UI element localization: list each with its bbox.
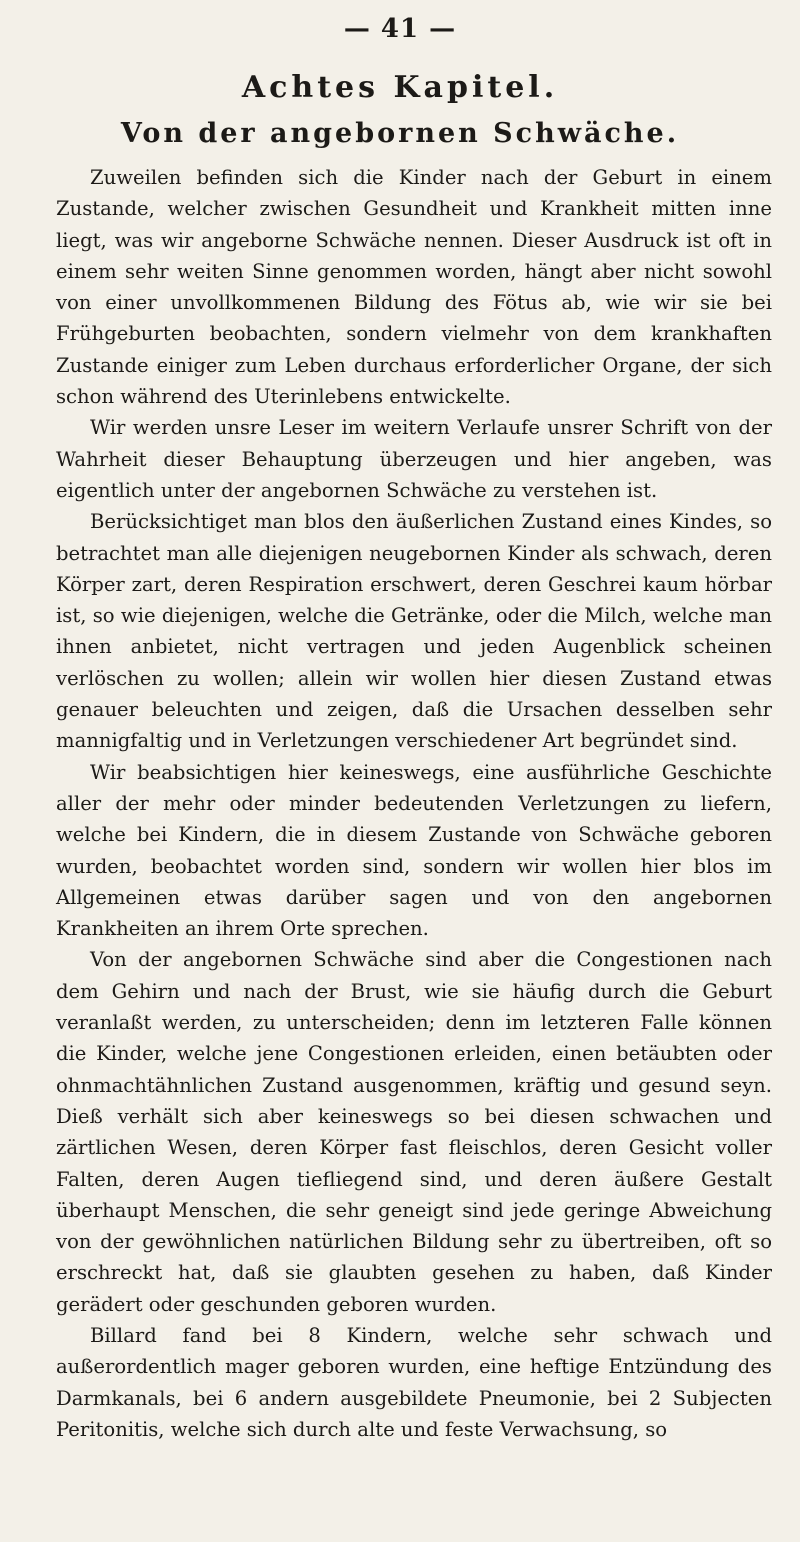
paragraph: Von der angebornen Schwäche sind aber die Congestionen nach dem Gehirn und nach der Brust, wie sie häufig durch die Geburt veranlaßt werden, zu unterscheiden; denn im letzteren Falle können die Kinder, welche jene Congestionen erleiden, einen betäubten oder ohnmachtähnlichen Zustand ausgenommen, kräftig und gesund seyn. Dieß verhält sich aber keineswegs so bei diesen schwachen und zärtlichen Wesen, deren Körper fast fleischlos, deren Gesicht voller Falten, deren Augen tiefliegend sind, und deren äußere Gestalt überhaupt Menschen, die sehr geneigt sind jede geringe Abweichung von der gewöhnlichen natürlichen Bildung sehr zu übertreiben, oft so erschreckt hat, daß sie glaubten gesehen zu haben, daß Kinder gerädert oder geschunden geboren wurden. <box>56 948 772 1316</box>
paragraph: Wir beabsichtigen hier keineswegs, eine ausführliche Geschichte aller der mehr oder minder bedeutenden Verletzungen zu liefern, welche bei Kindern, die in diesem Zustande von Schwäche geboren wurden, beobachtet worden sind, sondern wir wollen hier blos im Allgemeinen etwas darüber sagen und von den angebornen Krankheiten an ihrem Orte sprechen. <box>56 760 772 941</box>
paragraph: Wir werden unsre Leser im weitern Verlaufe unsrer Schrift von der Wahrheit dieser Behauptung überzeugen und hier angeben, was eigentlich unter der angebornen Schwäche zu verstehen ist. <box>56 416 772 502</box>
body-text <box>56 162 772 1445</box>
page-number: — 41 — <box>343 14 457 44</box>
chapter-title: Achtes Kapitel. <box>241 70 559 105</box>
paragraph: Berücksichtiget man blos den äußerlichen Zustand eines Kindes, so betrachtet man alle diejenigen neugebornen Kinder als schwach, deren Körper zart, deren Respiration erschwert, deren Geschrei kaum hörbar ist, so wie diejenigen, welche die Getränke, oder die Milch, welche man ihnen anbietet, nicht vertragen und jeden Augenblick scheinen verlöschen zu wollen; allein wir wollen hier diesen Zustand etwas genauer beleuchten und zeigen, daß die Ursachen desselben sehr mannigfaltig und in Verletzungen verschiedener Art begründet sind. <box>56 510 772 753</box>
paragraph: Zuweilen befinden sich die Kinder nach der Geburt in einem Zustande, welcher zwischen Gesundheit und Krankheit mitten inne liegt, was wir angeborne Schwäche nennen. Dieser Ausdruck ist oft in einem sehr weiten Sinne genommen worden, hängt aber nicht sowohl von einer unvollkommenen Bildung des Fötus ab, wie wir sie bei Frühgeburten beobachten, sondern vielmehr von dem krankhaften Zustande einiger zum Leben durchaus erforderlicher Organe, der sich schon während des Uterinlebens entwickelte. <box>56 166 772 409</box>
section-title: Von der angebornen Schwäche. <box>120 118 680 149</box>
paragraph: Billard fand bei 8 Kindern, welche sehr schwach und außerordentlich mager geboren wurden, eine heftige Entzündung des Darmkanals, bei 6 andern ausgebildete Pneumonie, bei 2 Subjecten Peritonitis, welche sich durch alte und feste Verwachsung, so <box>56 1323 772 1441</box>
